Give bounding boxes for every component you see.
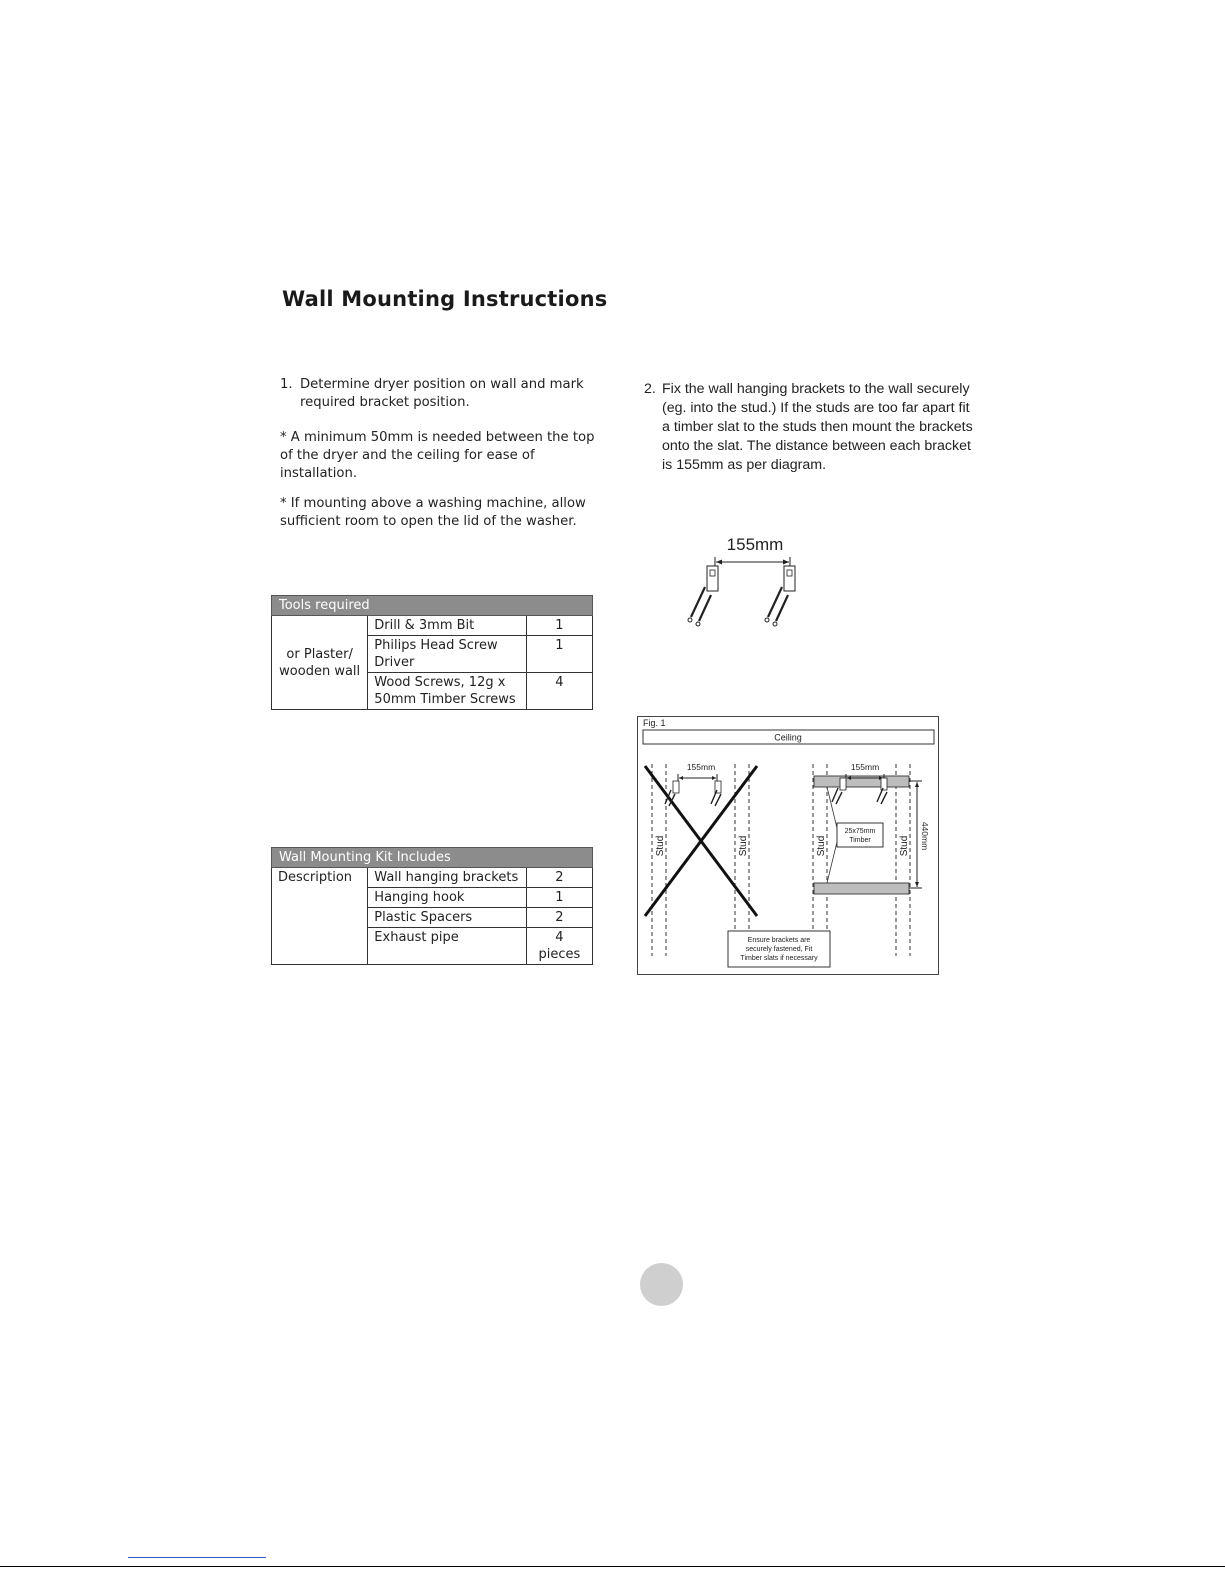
table-row: [272, 868, 593, 888]
footer-link-underline: [128, 1557, 266, 1558]
figure-caption: Fig. 1: [643, 718, 666, 728]
height-dimension-label: 440mm: [920, 821, 930, 851]
ceiling-label: Ceiling: [774, 732, 802, 743]
stud-label: Stud: [655, 835, 666, 857]
table-header: Wall Mounting Kit Includes: [272, 848, 593, 868]
table-cell-item: Drill & 3mm Bit: [368, 616, 526, 636]
stud-label: Stud: [899, 835, 910, 857]
right-dimension-label: 155mm: [850, 762, 880, 772]
stud-label: Stud: [738, 835, 749, 857]
table-header: Tools required: [272, 596, 593, 616]
page-title: Wall Mounting Instructions: [282, 287, 608, 311]
table-cell-qty: 1: [526, 888, 592, 908]
table-cell-qty: 4: [526, 673, 592, 710]
table-group-label: Description: [272, 868, 368, 965]
stud-label: Stud: [816, 835, 827, 857]
tools-required-table: [271, 595, 593, 710]
step-2-number: 2.: [644, 381, 656, 397]
left-dimension-label: 155mm: [686, 762, 716, 772]
svg-text:Ensure brackets are: Ensure brackets are: [747, 937, 811, 944]
step-1: [280, 376, 620, 412]
bracket-spacing-diagram: [680, 535, 820, 635]
timber-callout-line2: Timber: [849, 837, 871, 844]
step-1-number: 1.: [280, 377, 293, 392]
timber-slat-bottom: [814, 883, 909, 894]
table-row: [272, 616, 593, 636]
table-group-label: or Plaster/ wooden wall: [272, 616, 368, 710]
table-cell-item: Exhaust pipe: [368, 928, 526, 965]
table-cell-qty: 4 pieces: [526, 928, 592, 965]
timber-callout-line1: 25x75mm: [844, 828, 876, 835]
washer-clearance-note: * If mounting above a washing machine, allow sufficient room to open the lid of the washer.: [280, 496, 586, 529]
table-cell-item: Wall hanging brackets: [368, 868, 526, 888]
step-2: [644, 380, 974, 475]
table-cell-qty: 1: [526, 636, 592, 673]
svg-text:securely fastened, Fit: securely fastened, Fit: [745, 946, 813, 953]
step-1-text: Determine dryer position on wall and mark required bracket position.: [300, 377, 584, 410]
bracket-icon: [688, 566, 718, 626]
bracket-icon: [765, 566, 795, 626]
bottom-rule: [0, 1566, 1225, 1567]
page-number-badge: [640, 1263, 683, 1306]
bracket-dimension-label: 155mm: [726, 535, 784, 554]
table-cell-item: Plastic Spacers: [368, 908, 526, 928]
table-cell-item: Wood Screws, 12g x 50mm Timber Screws: [368, 673, 526, 710]
step-2-text: Fix the wall hanging brackets to the wall securely (eg. into the stud.) If the studs are too far apart fit a timber slat to the studs then mount the brackets onto the slat. The distance between each bracket is 155mm as per diagram.: [662, 381, 973, 473]
mounting-kit-table: [271, 847, 593, 965]
ceiling-clearance-note: * A minimum 50mm is needed between the top of the dryer and the ceiling for ease of installation.: [280, 430, 595, 481]
table-cell-item: Hanging hook: [368, 888, 526, 908]
table-cell-qty: 1: [526, 616, 592, 636]
svg-text:Timber slats if necessary: Timber slats if necessary: [740, 955, 818, 962]
figure-1: [637, 716, 941, 976]
table-cell-qty: 2: [526, 908, 592, 928]
table-cell-qty: 2: [526, 868, 592, 888]
table-cell-item: Philips Head Screw Driver: [368, 636, 526, 673]
